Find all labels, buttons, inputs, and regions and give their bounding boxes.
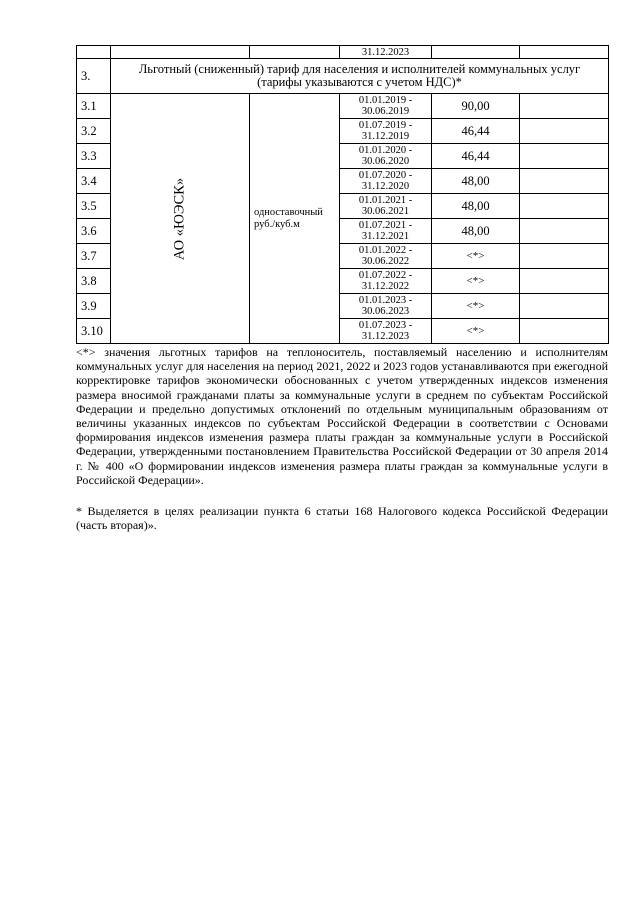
period-start: 01.07.2023 - xyxy=(358,320,413,331)
period-end: 30.06.2019 xyxy=(361,106,410,117)
cell-empty xyxy=(520,194,609,219)
cell-empty xyxy=(520,319,609,344)
period-cell xyxy=(340,194,432,219)
period-cell xyxy=(340,294,432,319)
period-cell xyxy=(340,144,432,169)
tariff-value: 48,00 xyxy=(432,194,520,219)
organization-cell xyxy=(111,94,250,344)
tariff-value: 46,44 xyxy=(432,119,520,144)
period-end: 31.12.2023 xyxy=(361,331,410,342)
row-number: 3.9 xyxy=(77,294,111,319)
period-start: 01.01.2023 - xyxy=(358,295,413,306)
cell-empty xyxy=(250,46,340,59)
period-end: 30.06.2020 xyxy=(361,156,410,167)
period-start: 01.01.2021 - xyxy=(358,195,413,206)
period-cell xyxy=(340,269,432,294)
tariff-value: 48,00 xyxy=(432,169,520,194)
row-number: 3.4 xyxy=(77,169,111,194)
cell-empty xyxy=(520,46,609,59)
period-cell xyxy=(340,169,432,194)
tariff-value: 46,44 xyxy=(432,144,520,169)
period-cell xyxy=(340,119,432,144)
period-cell xyxy=(340,244,432,269)
tariff-value: <*> xyxy=(432,294,520,319)
period-end: 31.12.2021 xyxy=(361,231,410,242)
cell-empty xyxy=(520,294,609,319)
row-number: 3.7 xyxy=(77,244,111,269)
cell-empty xyxy=(111,46,250,59)
cell-empty xyxy=(520,94,609,119)
row-number: 3.6 xyxy=(77,219,111,244)
cell-empty xyxy=(520,119,609,144)
tariff-unit: одноставочный руб./куб.м xyxy=(250,94,340,344)
cell-empty xyxy=(520,219,609,244)
cell-empty xyxy=(520,144,609,169)
period-start: 01.07.2021 - xyxy=(358,220,413,231)
period-end: 31.12.2020 xyxy=(361,181,410,192)
period-cell xyxy=(340,94,432,119)
row-number: 3.10 xyxy=(77,319,111,344)
section-title: Льготный (сниженный) тариф для населения и исполнителей коммунальных услуг (тарифы указываются с учетом НДС)* xyxy=(111,59,609,94)
period-start: 01.01.2020 - xyxy=(358,145,413,156)
tariff-value: 90,00 xyxy=(432,94,520,119)
table-row-continuation xyxy=(77,46,609,59)
period-start: 01.07.2019 - xyxy=(358,120,413,131)
cell-date: 31.12.2023 xyxy=(340,46,432,59)
tariff-value: 48,00 xyxy=(432,219,520,244)
tariff-value: <*> xyxy=(432,319,520,344)
period-start: 01.07.2022 - xyxy=(358,270,413,281)
period-start: 01.07.2020 - xyxy=(358,170,413,181)
row-number: 3.3 xyxy=(77,144,111,169)
footnote-vat: * Выделяется в целях реализации пункта 6 статьи 168 Налогового кодекса Российской Федерации (часть вторая)». xyxy=(76,504,608,533)
period-end: 30.06.2021 xyxy=(361,206,410,217)
row-number: 3.5 xyxy=(77,194,111,219)
cell-empty xyxy=(77,46,111,59)
organization-name: АО «ЮЭСК» xyxy=(171,177,188,260)
period-start: 01.01.2019 - xyxy=(358,95,413,106)
cell-empty xyxy=(520,269,609,294)
cell-empty xyxy=(520,169,609,194)
section-header-row xyxy=(77,59,609,94)
tariff-table xyxy=(76,45,609,344)
tariff-value: <*> xyxy=(432,244,520,269)
section-number: 3. xyxy=(77,59,111,94)
cell-empty xyxy=(520,244,609,269)
period-start: 01.01.2022 - xyxy=(358,245,413,256)
period-cell xyxy=(340,219,432,244)
table-row xyxy=(77,94,609,119)
row-number: 3.1 xyxy=(77,94,111,119)
cell-empty xyxy=(432,46,520,59)
period-cell xyxy=(340,319,432,344)
row-number: 3.8 xyxy=(77,269,111,294)
footnote-asterisk-brackets: <*> значения льготных тарифов на теплоноситель, поставляемый населению и исполнителям коммунальных услуг для населения на период 2021, 2022 и 2023 годов устанавливаются при ежегодной корректировке тарифов экономически обоснованных с учетом утвержденных индексов изменения размера вносимой гражданами платы за коммунальные услуги в среднем по субъектам Российской Федерации и предельно допустимых отклонений по отдельным муниципальным образованиям от величины указанных индексов по субъектам Российской Федерации в соответствии с Основами формирования индексов изменения размера платы граждан за коммунальные услуги в Российской Федерации, утвержденными постановлением Правительства Российской Федерации от 30 апреля 2014 г. № 400 «О формировании индексов изменения размера платы граждан за коммунальные услуги в Российской Федерации». xyxy=(76,345,608,487)
period-end: 30.06.2022 xyxy=(361,256,410,267)
row-number: 3.2 xyxy=(77,119,111,144)
period-end: 31.12.2019 xyxy=(361,131,410,142)
tariff-value: <*> xyxy=(432,269,520,294)
period-end: 30.06.2023 xyxy=(361,306,410,317)
period-end: 31.12.2022 xyxy=(361,281,410,292)
